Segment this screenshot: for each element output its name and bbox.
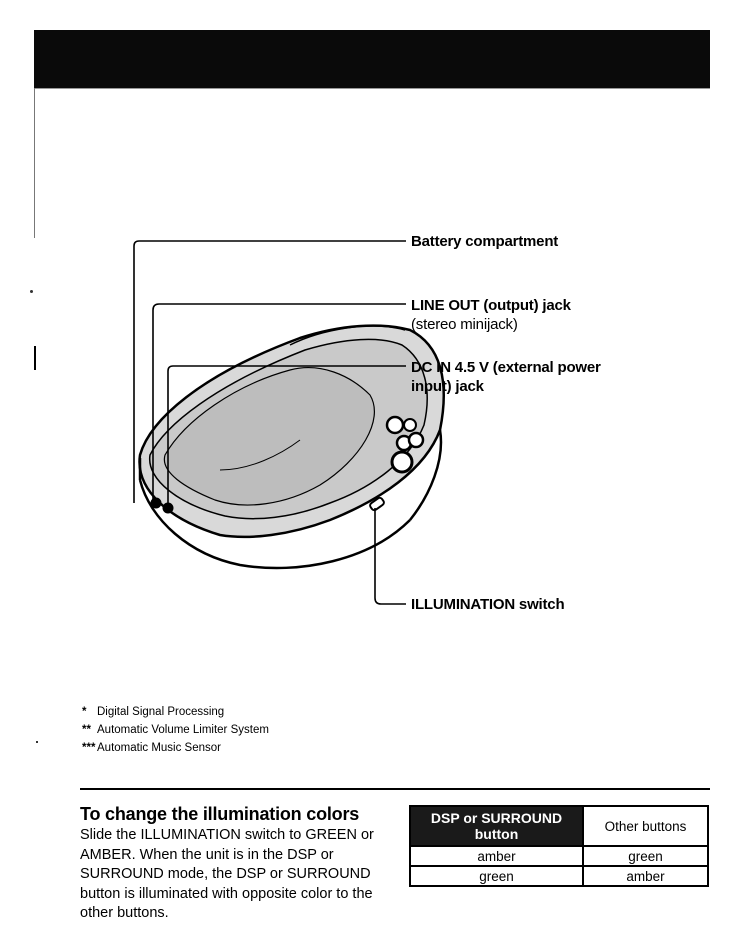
footnotes [82,703,269,757]
illumination-section-body: Slide the ILLUMINATION switch to GREEN or AMBER. When the unit is in the DSP or SURROUND mode, the DSP or SURROUND button is illuminated with opposite color to the other buttons. [80,827,374,921]
line-out-label: LINE OUT (output) jack [411,297,571,314]
footnote-text: Automatic Music Sensor [97,742,221,754]
table-cell: green [583,846,708,866]
footnote [82,721,269,739]
dc-in-label-cont: input) jack [411,378,484,395]
line-out-sublabel: (stereo minijack) [411,316,518,333]
footnote-text: Digital Signal Processing [97,706,225,718]
table-cell: green [410,866,583,886]
footnote [82,703,269,721]
footnote-text: Automatic Volume Limiter System [97,724,269,736]
cd-player-illustration [140,326,444,568]
dc-in-label: DC IN 4.5 V (external power [411,359,601,376]
section-divider [80,788,710,790]
table-cell: amber [410,846,583,866]
table-row [410,846,708,866]
table-header-dsp: DSP or SURROUND button [410,806,583,846]
illumination-switch-label: ILLUMINATION switch [411,596,565,613]
table-cell: amber [583,866,708,886]
footnote-mark: ** [82,724,91,736]
footnote-mark: * [82,706,87,718]
table-row [410,866,708,886]
footnote [82,739,269,757]
battery-compartment-label: Battery compartment [411,233,559,250]
table-header-other: Other buttons [583,806,708,846]
illumination-color-table [409,805,709,887]
footnote-mark: *** [82,742,96,754]
illumination-section-title: To change the illumination colors [80,804,360,824]
